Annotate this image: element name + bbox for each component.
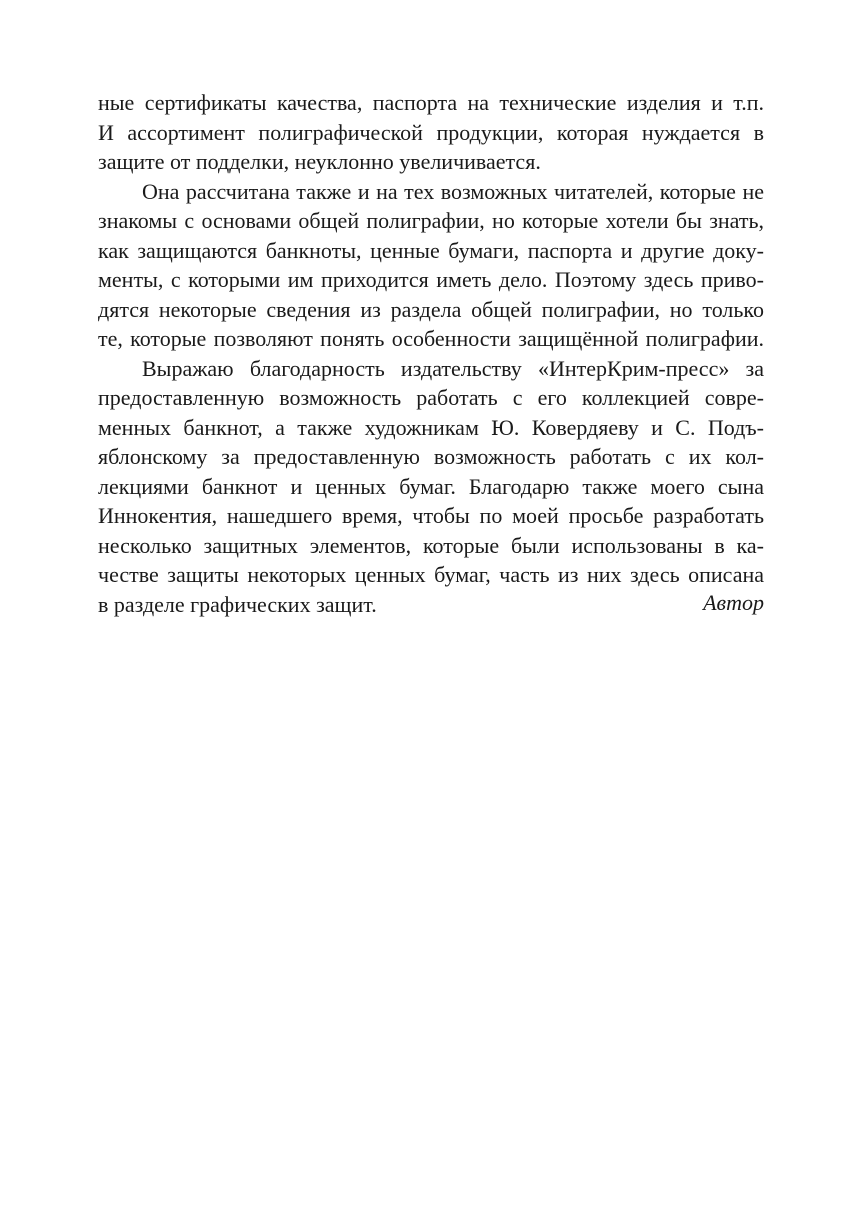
paragraph-2-line-1: Она рассчитана также и на тех возможных читателей, которые не [142, 178, 764, 204]
author-signature: Автор [703, 590, 764, 615]
paragraph-3-line-8: честве защиты некоторых ценных бумаг, часть из них здесь описана [98, 562, 764, 587]
paragraph-3-line-1: Выражаю благодарность издательству «ИнтерКрим-пресс» за [142, 355, 764, 381]
paragraph-2-line-6: те, которые позволяют понять особенности защищённой полиграфии. [98, 326, 764, 351]
paragraph-2-line-5: дятся некоторые сведения из раздела общей полиграфии, но только [98, 296, 764, 322]
paragraph-3-line-7: несколько защитных элементов, которые были использованы в ка- [98, 532, 764, 558]
paragraph-1-line-3: защите от подделки, неуклонно увеличивается. [98, 149, 541, 174]
paragraph-1-line-2: И ассортимент полиграфической продукции, которая нуждается в [98, 119, 764, 145]
paragraph-3-line-4: яблонскому за предоставленную возможность работать с их кол- [98, 444, 764, 469]
paragraph-2-line-3: как защищаются банкноты, ценные бумаги, паспорта и другие доку- [98, 237, 764, 263]
paragraph-3-line-9: в разделе графических защит. [98, 591, 377, 617]
paragraph-1-line-1: ные сертификаты качества, паспорта на технические изделия и т.п. [98, 90, 764, 115]
body-text [98, 88, 764, 619]
paragraph-2-line-2: знакомы с основами общей полиграфии, но которые хотели бы знать, [98, 208, 764, 233]
paragraph-3-line-6: Иннокентия, нашедшего время, чтобы по моей просьбе разработать [98, 503, 764, 528]
paragraph-3-line-3: менных банкнот, а также художникам Ю. Ковердяеву и С. Подъ- [98, 414, 764, 440]
paragraph-3-line-5: лекциями банкнот и ценных бумаг. Благодарю также моего сына [98, 473, 764, 499]
paragraph-3-line-2: предоставленную возможность работать с его коллекцией совре- [98, 385, 764, 410]
paragraph-2-line-4: менты, с которыми им приходится иметь дело. Поэтому здесь приво- [98, 267, 764, 292]
